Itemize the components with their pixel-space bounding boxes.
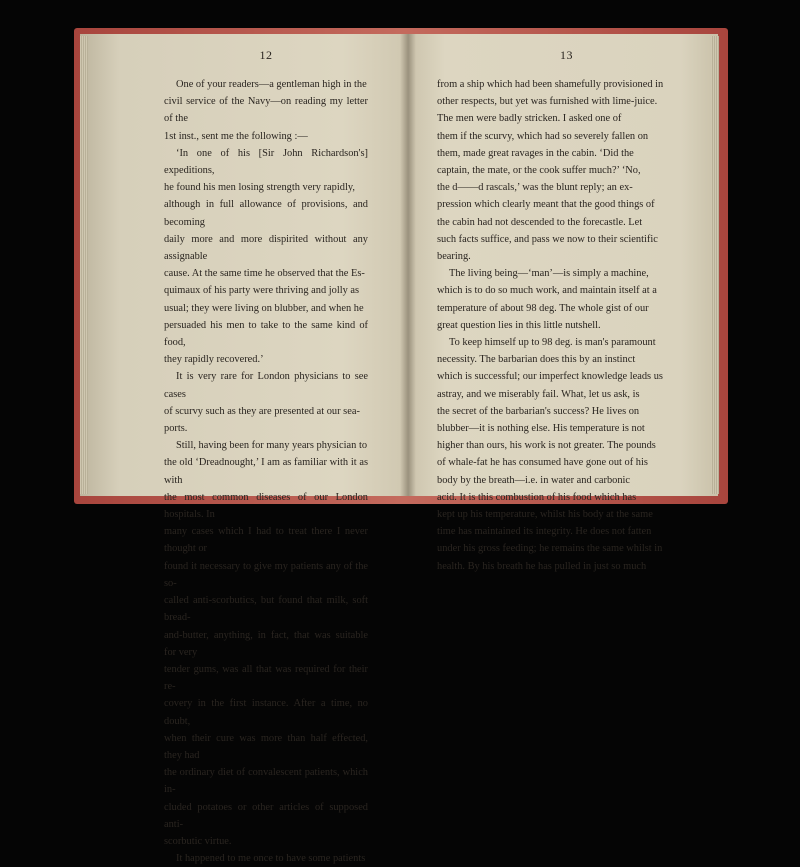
text-line: them if the scurvy, which had so severely fallen on — [437, 130, 649, 142]
text-line: The living being—‘man’—is simply a machine, — [449, 268, 649, 280]
paragraph — [164, 145, 368, 369]
paragraph — [164, 437, 368, 850]
page-edge-stack — [80, 36, 88, 494]
text-line: when their cure was more than half effected, they had — [164, 732, 368, 761]
text-line: body by the breath—i.e. in water and carbonic — [437, 474, 631, 486]
paragraph — [437, 334, 696, 575]
right-page — [408, 34, 718, 572]
text-line: of scurvy such as they are presented at our sea- — [164, 405, 360, 417]
text-line: under his gross feeding; he remains the same whilst in — [437, 543, 663, 555]
text-line: the ordinary diet of convalescent patients, which in- — [164, 767, 368, 796]
text-line: such facts suffice, and pass we now to their scientific — [437, 233, 658, 245]
text-line: called anti-scorbutics, but found that milk, soft bread- — [164, 595, 368, 624]
text-line: quimaux of his party were thriving and jolly as — [164, 285, 360, 297]
text-line: kept up his temperature, whilst his body at the same — [437, 509, 653, 521]
text-line: which is to do so much work, and maintain itself at a — [437, 285, 657, 297]
text-line: One of your readers—a gentleman high in the — [176, 79, 367, 90]
text-line: acid. It is this combustion of his food which has — [437, 491, 637, 503]
text-line: daily more and more dispirited without any assignable — [164, 233, 368, 263]
page-edge-stack — [711, 36, 719, 494]
text-line: which is successful; our imperfect knowledge leads us — [437, 371, 663, 383]
text-line: them, made great ravages in the cabin. ‘Did the — [437, 147, 634, 159]
text-line: other respects, but yet was furnished with lime-juice. — [437, 96, 658, 108]
text-line: Still, having been for many years physician to — [176, 440, 368, 452]
text-line: It is very rare for London physicians to see cases — [164, 371, 368, 400]
text-line: pression which clearly meant that the good things of — [437, 199, 655, 211]
text-line: ports. — [164, 423, 188, 435]
text-line: the secret of the barbarian's success? He lives on — [437, 405, 640, 417]
text-line: the d——d rascals,’ was the blunt reply; an ex- — [437, 182, 633, 194]
text-line: temperature of about 98 deg. The whole gist of our — [437, 302, 649, 314]
left-page — [80, 34, 408, 865]
paragraph — [437, 76, 696, 265]
paragraph — [164, 850, 368, 867]
text-line: from a ship which had been shamefully provisioned in — [437, 79, 664, 90]
text-line: the most common diseases of our London hospitals. In — [164, 491, 368, 521]
text-line: necessity. The barbarian does this by an instinct — [437, 354, 636, 366]
text-line: higher than ours, his work is not greater. The pounds — [437, 440, 656, 452]
page-number: 12 — [259, 48, 273, 62]
text-line: To keep himself up to 98 deg. is man's paramount — [449, 337, 656, 349]
text-line: the old ‘Dreadnought,’ I am as familiar with it as with — [164, 457, 368, 486]
text-line: many cases which I had to treat there I never thought or — [164, 526, 368, 555]
text-line: astray, and we miserably fail. What, let us ask, is — [437, 388, 640, 400]
text-line: health. By his breath he has pulled in just so much — [437, 560, 647, 572]
text-line: bearing. — [437, 251, 471, 263]
text-line: cluded potatoes or other articles of supposed anti- — [164, 801, 368, 830]
text-line: great question lies in this little nutshell. — [437, 319, 601, 331]
text-line: scorbutic virtue. — [164, 835, 232, 847]
text-line: of whale-fat he has consumed have gone out of his — [437, 457, 648, 469]
text-line: he found his men losing strength very rapidly, — [164, 182, 355, 194]
text-line: ‘In one of his [Sir John Richardson's] expeditions, — [164, 147, 368, 177]
text-line: blubber—it is nothing else. His temperature is not — [437, 423, 645, 435]
text-line: covery in the first instance. After a time, no doubt, — [164, 698, 368, 727]
paragraph — [164, 368, 368, 437]
text-line: usual; they were living on blubber, and when he — [164, 302, 364, 314]
paragraph — [164, 76, 368, 145]
text-line: cause. At the same time he observed that the Es- — [164, 268, 365, 280]
text-line: the cabin had not descended to the forecastle. Let — [437, 216, 643, 228]
page-number: 13 — [560, 48, 573, 62]
paragraph — [437, 265, 696, 334]
text-line: found it necessary to give my patients any of the so- — [164, 560, 368, 589]
page-text — [437, 76, 696, 575]
text-line: they rapidly recovered.’ — [164, 354, 264, 366]
text-line: time has maintained its integrity. He does not fatten — [437, 526, 652, 538]
text-line: captain, the mate, or the cook suffer much?’ ‘No, — [437, 165, 641, 177]
text-line: civil service of the Navy—on reading my letter of the — [164, 96, 368, 125]
text-line: although in full allowance of provisions, and becoming — [164, 199, 368, 228]
text-line: 1st inst., sent me the following :— — [164, 130, 308, 142]
text-line: tender gums, was all that was required for their re- — [164, 663, 368, 693]
book-gutter — [400, 34, 416, 496]
text-line: persuaded his men to take to the same kind of food, — [164, 319, 368, 349]
text-line: The men were badly stricken. I asked one of — [437, 113, 622, 125]
text-line: and-butter, anything, in fact, that was suitable for very — [164, 629, 368, 658]
page-text — [164, 76, 368, 867]
text-line: It happened to me once to have some patients — [176, 853, 366, 865]
